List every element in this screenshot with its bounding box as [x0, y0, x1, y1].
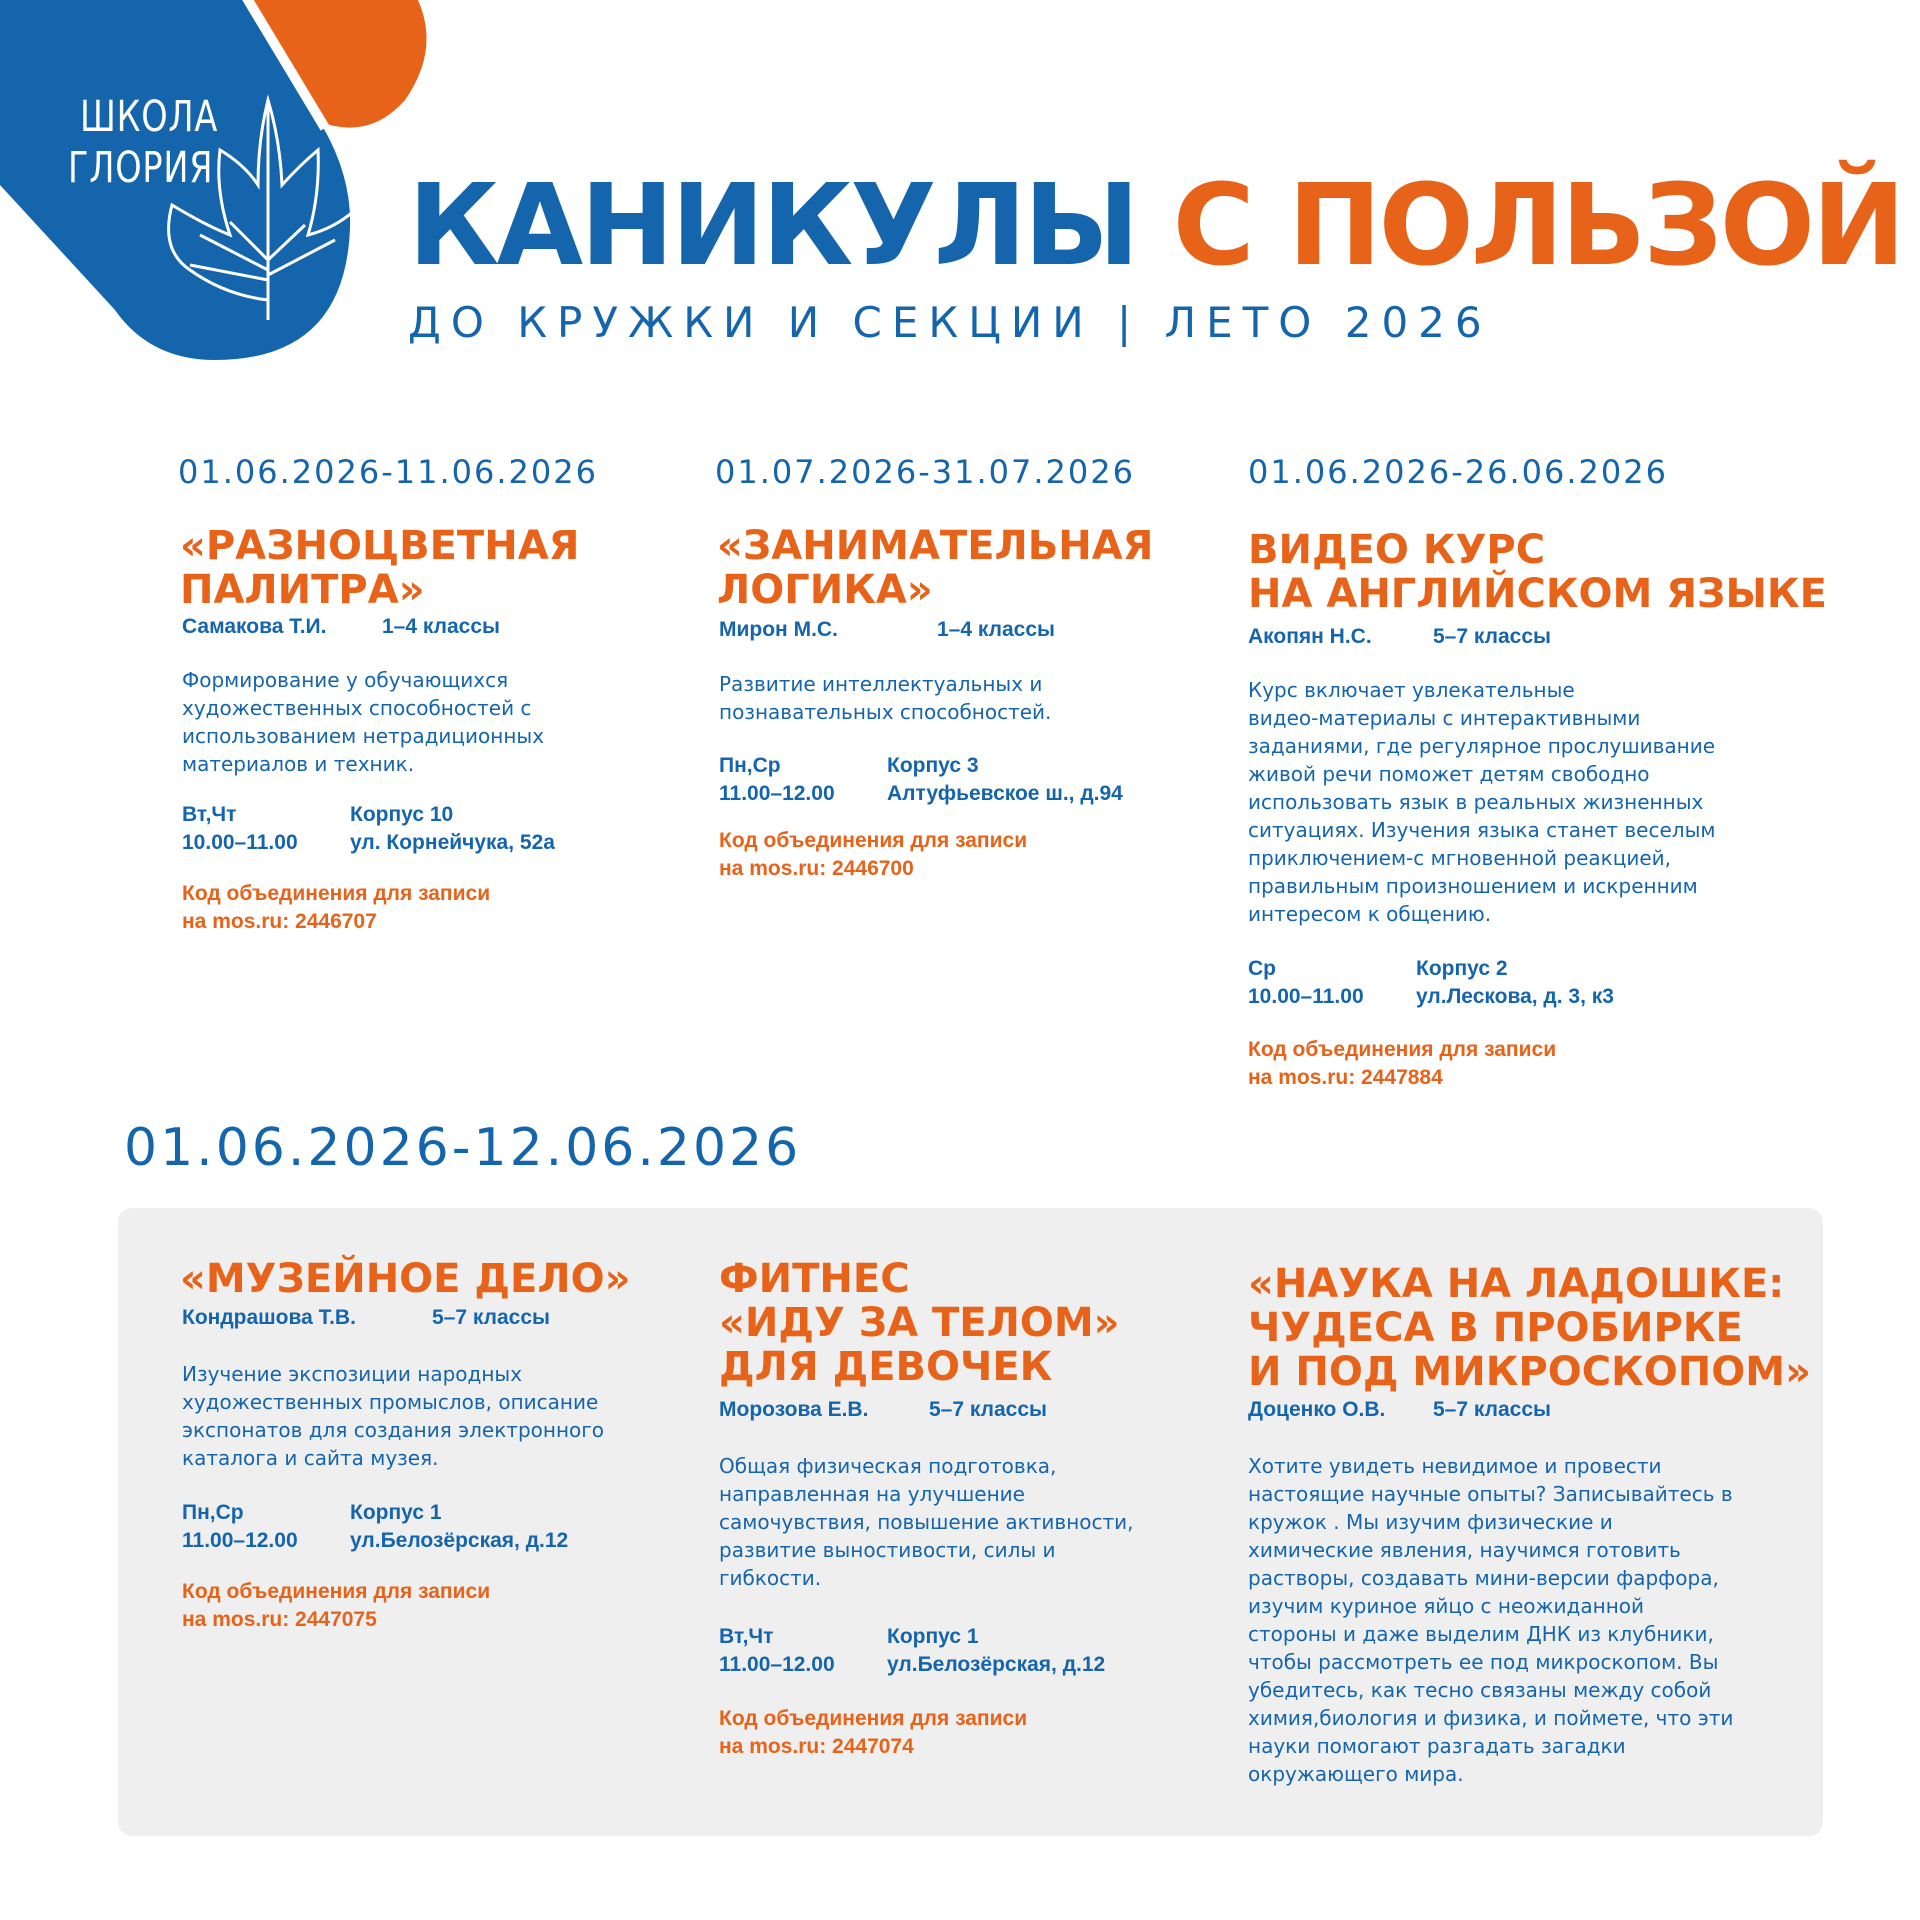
card-description: Курс включает увлекательные видео-материалы с интерактивными заданиями, где регулярное прослушивание живой речи поможет детям свободно использовать язык в реальных жизненных ситуациях. Изучения языка станет веселым приключением-с мгновенной реакцией, правильным произношением и искренним интересом к общению.: [1248, 678, 1716, 926]
grades: 5–7 классы: [929, 1398, 1047, 1421]
card-meta: [719, 618, 1055, 642]
grades: 5–7 классы: [432, 1306, 550, 1329]
card-date: 01.06.2026-11.06.2026: [178, 453, 598, 491]
school-logo: [0, 0, 430, 370]
schedule-location: Корпус 1 ул.Белозёрская, д.12: [887, 1625, 1106, 1676]
card-title: «НАУКА НА ЛАДОШКЕ: ЧУДЕСА В ПРОБИРКЕ И ПОД МИКРОСКОПОМ»: [1248, 1261, 1811, 1395]
card-description: Развитие интеллектуальных и познавательных способностей.: [719, 672, 1052, 724]
page-title: [408, 161, 1903, 291]
grades: 1–4 классы: [382, 615, 500, 638]
card-meta: [182, 1306, 550, 1330]
schedule-location: Корпус 3 Алтуфьевское ш., д.94: [887, 754, 1123, 805]
card-meta: [1248, 1398, 1551, 1422]
section-date: 01.06.2026-12.06.2026: [124, 1118, 802, 1178]
logo-graphic: [0, 0, 430, 370]
schedule-days: Вт,Чт 11.00–12.00: [719, 1625, 835, 1676]
card-title: «РАЗНОЦВЕТНАЯ ПАЛИТРА»: [180, 523, 580, 613]
enrollment-code: Код объединения для записи на mos.ru: 2447075: [182, 1580, 491, 1631]
enrollment-code: Код объединения для записи на mos.ru: 2447074: [719, 1707, 1028, 1758]
teacher-name: Кондрашова Т.В.: [182, 1306, 356, 1329]
teacher-name: Самакова Т.И.: [182, 615, 327, 638]
enrollment-code: Код объединения для записи на mos.ru: 2446700: [719, 829, 1028, 880]
card-description: Формирование у обучающихся художественных способностей с использованием нетрадиционных материалов и техник.: [182, 668, 545, 776]
teacher-name: Акопян Н.С.: [1248, 625, 1372, 648]
card-title: «ЗАНИМАТЕЛЬНАЯ ЛОГИКА»: [717, 523, 1154, 613]
schedule-days: Вт,Чт 10.00–11.00: [182, 803, 298, 854]
title-part-blue: КАНИКУЛЫ: [408, 161, 1137, 291]
card-meta: [182, 615, 500, 639]
page-subtitle: ДО КРУЖКИ И СЕКЦИИ | ЛЕТО 2026: [408, 298, 1492, 347]
schedule-days: Пн,Ср 11.00–12.00: [719, 754, 835, 805]
card-meta: [1248, 625, 1551, 649]
card-title: «МУЗЕЙНОЕ ДЕЛО»: [180, 1256, 631, 1302]
card-meta: [719, 1398, 1047, 1422]
card-title: ФИТНЕС «ИДУ ЗА ТЕЛОМ» ДЛЯ ДЕВОЧЕК: [719, 1256, 1120, 1390]
logo-text-line1: ШКОЛА: [80, 92, 219, 142]
schedule-days: Ср 10.00–11.00: [1248, 957, 1364, 1008]
enrollment-code: Код объединения для записи на mos.ru: 2447884: [1248, 1038, 1557, 1089]
card-date: 01.06.2026-26.06.2026: [1248, 453, 1668, 491]
card-description: Хотите увидеть невидимое и провести настоящие научные опыты? Записывайтесь в кружок . Мы изучим физические и химические явления, научимся готовить растворы, создавать мини-версии фарфора, изучим куриное яйцо с неожиданной стороны и даже выделим ДНК из клубники, чтобы рассмотреть ее под микроскопом. Вы убедитесь, как тесно связаны между собой химия,биология и физика, и поймете, что эти науки помогают разгадать загадки окружающего мира.: [1248, 1454, 1734, 1786]
grades: 1–4 классы: [937, 618, 1055, 641]
title-part-orange: С ПОЛЬЗОЙ: [1172, 161, 1903, 291]
grades: 5–7 классы: [1433, 625, 1551, 648]
schedule-location: Корпус 1 ул.Белозёрская, д.12: [350, 1501, 569, 1552]
schedule-location: Корпус 2 ул.Лескова, д. 3, к3: [1416, 957, 1614, 1008]
teacher-name: Мирон М.С.: [719, 618, 838, 641]
grades: 5–7 классы: [1433, 1398, 1551, 1421]
card-date: 01.07.2026-31.07.2026: [715, 453, 1135, 491]
teacher-name: Доценко О.В.: [1248, 1398, 1386, 1421]
schedule-days: Пн,Ср 11.00–12.00: [182, 1501, 298, 1552]
enrollment-code: Код объединения для записи на mos.ru: 2446707: [182, 882, 491, 933]
logo-text-line2: ГЛОРИЯ: [68, 143, 214, 193]
card-title: ВИДЕО КУРС НА АНГЛИЙСКОМ ЯЗЫКЕ: [1248, 527, 1827, 617]
teacher-name: Морозова Е.В.: [719, 1398, 869, 1421]
card-description: Изучение экспозиции народных художественных промыслов, описание экспонатов для создания электронного каталога и сайта музея.: [182, 1362, 605, 1470]
schedule-location: Корпус 10 ул. Корнейчука, 52а: [350, 803, 555, 854]
card-description: Общая физическая подготовка, направленная на улучшение самочувствия, повышение активности, развитие выностивости, силы и гибкости.: [719, 1454, 1134, 1590]
